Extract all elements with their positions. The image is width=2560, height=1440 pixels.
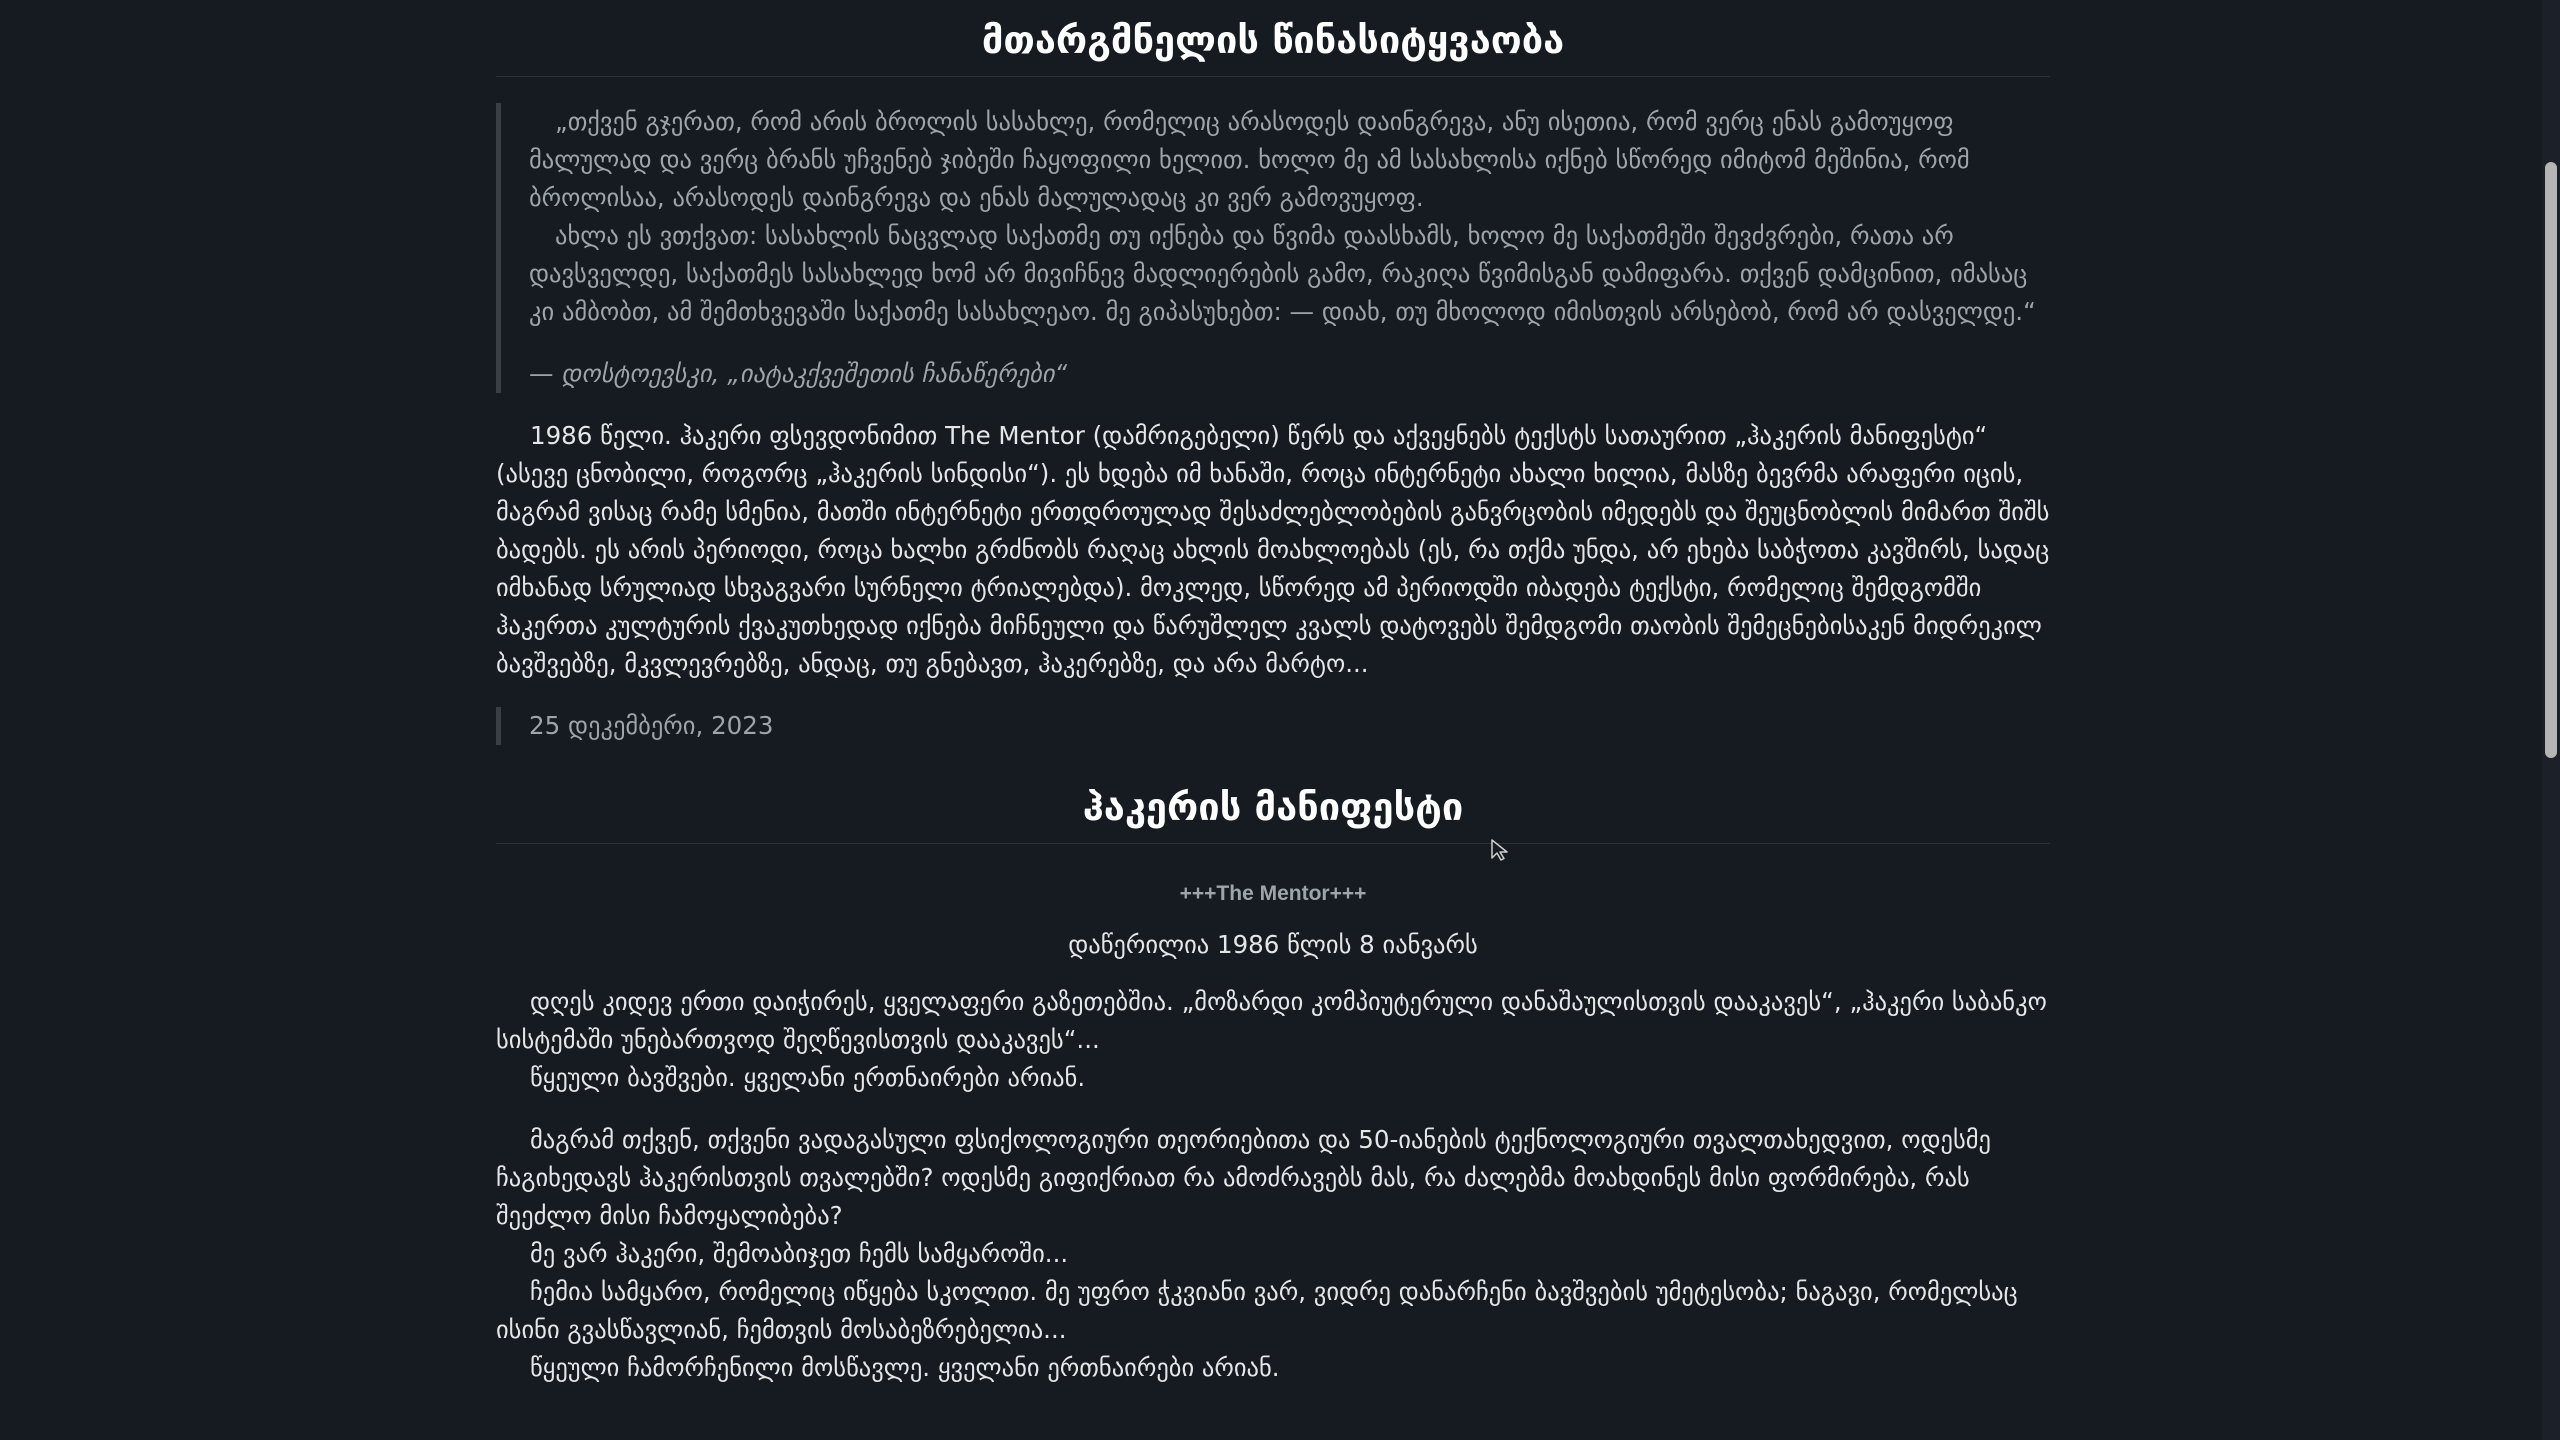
scrollbar[interactable] — [2542, 0, 2560, 1440]
manifesto-date: დაწერილია 1986 წლის 8 იანვარს — [1068, 930, 1478, 959]
manifesto-author: +++The Mentor+++ — [1179, 882, 1367, 905]
preface-title: მთარგმნელის წინასიტყვაობა — [496, 0, 2050, 77]
preface-date: 25 დეკემბერი, 2023 — [496, 707, 2050, 745]
manifesto-paragraph: მაგრამ თქვენ, თქვენი ვადაგასული ფსიქოლოგიური თეორიებითა და 50-იანების ტექნოლოგიური თვალთახედვით, ოდესმე ჩაგიხედავს ჰაკერისთვის თვალებში? ოდესმე გიფიქრიათ რა ამოძრავებს მას, რა ძალებმა მოახდინეს მისი ფორმირება, რას შეეძლო მისი ჩამოყალიბება? — [496, 1125, 1991, 1230]
article-content — [496, 0, 2050, 1387]
manifesto-paragraph: ჩემია სამყარო, რომელიც იწყება სკოლით. მე უფრო ჭკვიანი ვარ, ვიდრე დანარჩენი ბავშვების უმეტესობა; ნაგავი, რომელსაც ისინი გვასწავლიან, ჩემთვის მოსაბეზრებელია... — [496, 1277, 2018, 1344]
preface-body — [496, 417, 2050, 683]
mouse-pointer-icon — [1490, 838, 1510, 862]
epigraph-quote — [496, 103, 2050, 393]
manifesto-paragraph: დღეს კიდევ ერთი დაიჭირეს, ყველაფერი გაზეთებშია. „მოზარდი კომპიუტერული დანაშაულისთვის დააკავეს“, „ჰაკერი საბანკო სისტემაში უნებართვოდ შეღწევისთვის დააკავეს“... — [496, 987, 2047, 1054]
manifesto-paragraph: მე ვარ ჰაკერი, შემოაბიჯეთ ჩემს სამყაროში... — [530, 1239, 1069, 1268]
scrollbar-thumb[interactable] — [2545, 162, 2557, 758]
quote-source: — დოსტოევსკი, „იატაკქვეშეთის ჩანაწერები“ — [529, 359, 1068, 388]
manifesto-title: ჰაკერის მანიფესტი — [496, 785, 2050, 844]
manifesto-paragraph: წყეული ჩამორჩენილი მოსწავლე. ყველანი ერთნაირები არიან. — [530, 1353, 1280, 1382]
quote-paragraph-2: ახლა ეს ვთქვათ: სასახლის ნაცვლად საქათმე თუ იქნება და წვიმა დაასხამს, ხოლო მე საქათმეში შევძვრები, რათა არ დავსველდე, საქათმეს სასახლედ ხომ არ მივიჩნევ მადლიერების გამო, რაკიღა წვიმისგან დამიფარა. თქვენ დამცინით, იმასაც კი ამბობთ, ამ შემთხვევაში საქათმე სასახლეაო. მე გიპასუხებთ: — დიახ, თუ მხოლოდ იმისთვის არსებობ, რომ არ დასველდე.“ — [529, 221, 2036, 326]
manifesto-block-1 — [496, 983, 2050, 1097]
manifesto-paragraph: წყეული ბავშვები. ყველანი ერთნაირები არიან. — [530, 1063, 1086, 1092]
manifesto-block-2 — [496, 1121, 2050, 1387]
quote-paragraph-1: „თქვენ გჯერათ, რომ არის ბროლის სასახლე, რომელიც არასოდეს დაინგრევა, ანუ ისეთია, რომ ვერც ენას გამოუყოფ მალულად და ვერც ბრანს უჩვენებ ჯიბეში ჩაყოფილი ხელით. ხოლო მე ამ სასახლისა იქნებ სწორედ იმიტომ მეშინია, რომ ბროლისაა, არასოდეს დაინგრევა და ენას მალულადაც კი ვერ გამოვუყოფ. — [529, 107, 1970, 212]
preface-intro-paragraph: 1986 წელი. ჰაკერი ფსევდონიმით The Mentor (დამრიგებელი) წერს და აქვეყნებს ტექსტს სათაურით „ჰაკერის მანიფესტი“ (ასევე ცნობილი, როგორც „ჰაკერის სინდისი“). ეს ხდება იმ ხანაში, როცა ინტერნეტი ახალი ხილია, მასზე ბევრმა არაფერი იცის, მაგრამ ვისაც რამე სმენია, მათში ინტერნეტი ერთდროულად შესაძლებლობების განვრცობის იმედებს და შეუცნობლის მიმართ შიშს ბადებს. ეს არის პერიოდი, როცა ხალხი გრძნობს რაღაც ახლის მოახლოებას (ეს, რა თქმა უნდა, არ ეხება საბჭოთა კავშირს, სადაც იმხანად სრულიად სხვაგვარი სურნელი ტრიალებდა). მოკლედ, სწორედ ამ პერიოდში იბადება ტექსტი, რომელიც შემდგომში ჰაკერთა კულტურის ქვაკუთხედად იქნება მიჩნეული და წარუშლელ კვალს დატოვებს შემდგომი თაობის შემეცნებისაკენ მიდრეკილ ბავშვებზე, მკვლევრებზე, ანდაც, თუ გნებავთ, ჰაკერებზე, და არა მარტო... — [496, 421, 2050, 678]
